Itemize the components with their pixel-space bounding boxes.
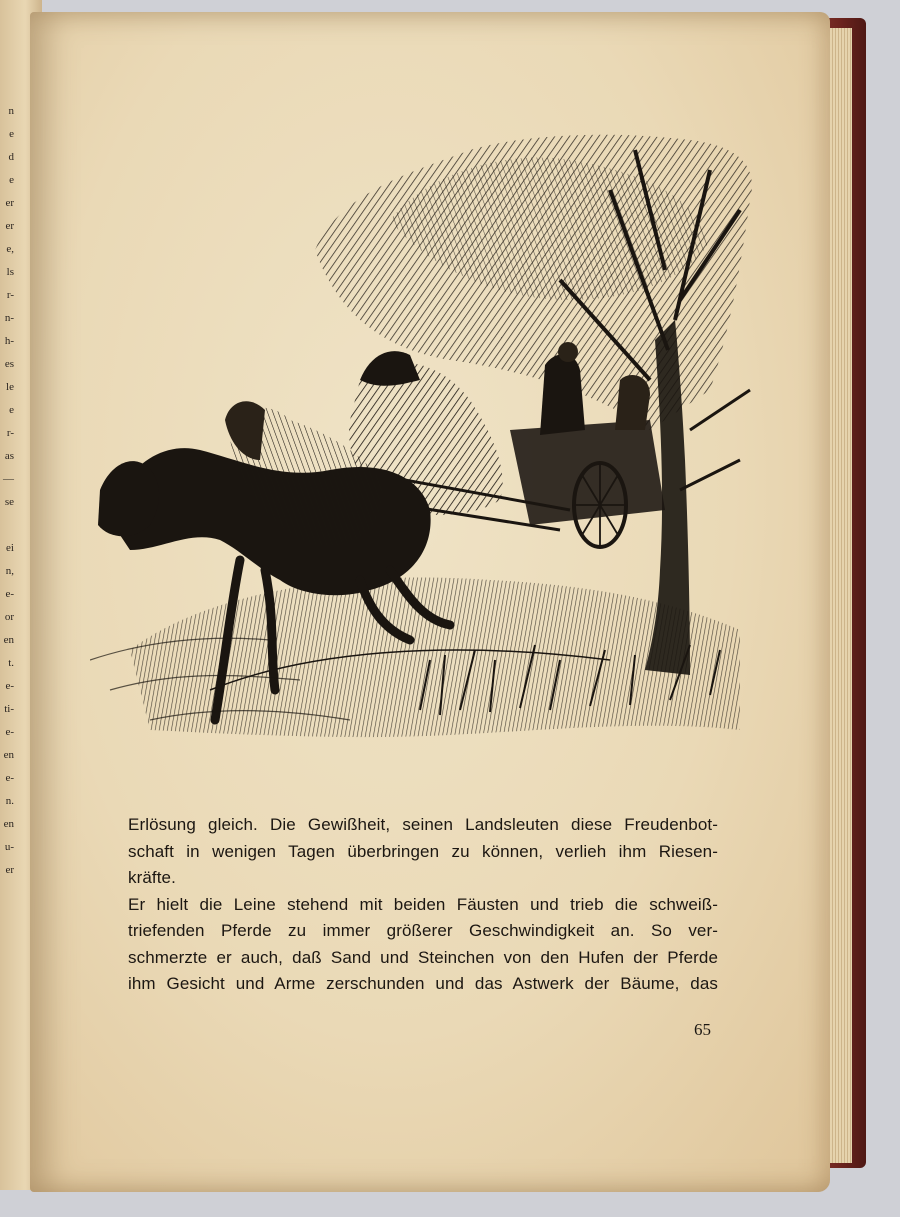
left-page-fragment: en [3,634,14,646]
left-page-fragment: d [8,151,14,163]
left-page-fragment: n [8,105,14,117]
carriage-illustration [90,130,755,750]
left-page-fragment: n- [4,312,14,324]
left-page-fragment: n, [5,565,14,577]
illustration [90,130,755,750]
left-page-fragment: es [4,358,14,370]
left-page-fragment: e [9,128,14,140]
left-page-fragment: ls [6,266,14,278]
text-line: schmerzte er auch, daß Sand und Steinchen von den Hufen der Pferde [128,947,718,967]
left-page-fragment: er [5,197,14,209]
left-page-fragment: er [5,220,14,232]
left-page-fragment: e- [5,588,14,600]
left-page-fragment: le [6,381,14,393]
left-page-fragment: e [9,404,14,416]
left-page-fragment: r- [6,289,14,301]
left-page-fragment: e- [5,726,14,738]
left-page-fragment: ei [6,542,14,554]
right-page [30,12,830,1192]
left-page-fragment: or [4,611,14,623]
text-line: kräfte. [128,868,176,887]
left-page-fragment: as [4,450,14,462]
left-page-fragment: e, [6,243,14,255]
left-page-fragment: e- [5,772,14,784]
left-page-fragment: n. [5,795,14,807]
body-text [128,812,718,998]
text-line: Erlösung gleich. Die Gewißheit, seinen Landsleuten diese Freudenbot- [128,815,718,834]
text-line: schaft in wenigen Tagen überbringen zu können, verlieh ihm Riesen- [128,841,718,861]
left-page-fragment: t. [8,657,14,669]
text-line: Er hielt die Leine stehend mit beiden Fäusten und trieb die schweiß- [128,894,718,914]
left-page-fragment: ti- [4,703,14,715]
left-page-fragment: en [3,749,14,761]
text-line: triefenden Pferde zu immer größerer Geschwindigkeit an. So ver- [128,921,718,940]
left-page-fragment: u- [4,841,14,853]
text-line: ihm Gesicht und Arme zerschunden und das Astwerk der Bäume, das [128,974,718,993]
left-page-fragment: r- [6,427,14,439]
left-page-fragment: e- [5,680,14,692]
left-page-text-fragments [0,100,14,882]
left-page-fragment: h- [4,335,14,347]
page-number: 65 [694,1020,711,1039]
left-page-fragment: er [5,864,14,876]
left-page-fragment: — [3,473,14,485]
left-page-fragment [0,514,14,537]
left-page-fragment: en [3,818,14,830]
left-page-fragment: e [9,174,14,186]
left-page-fragment: se [4,496,14,508]
